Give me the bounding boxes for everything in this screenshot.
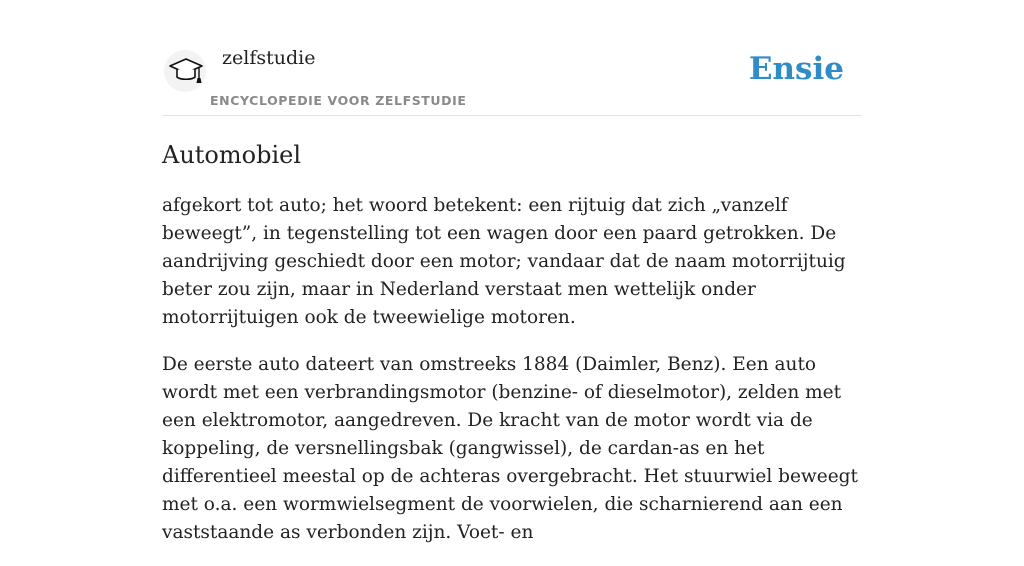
brand-logo-link[interactable]: Ensie — [748, 51, 844, 87]
site-name[interactable]: zelfstudie — [222, 47, 316, 69]
article-body — [162, 192, 862, 566]
article-paragraph: De eerste auto dateert van omstreeks 1884 (Daimler, Benz). Een auto wordt met een verbrandingsmotor (benzine- of dieselmotor), zelden met een elektromotor, aangedreven. De kracht van de motor wordt via de koppeling, de versnellingsbak (gangwissel), de cardan-as en het differentieel meestal op de achteras overgebracht. Het stuurwiel beweegt met o.a. een wormwielsegment de voorwielen, die scharnierend aan een vaststaande as verbonden zijn. Voet- en — [162, 354, 858, 543]
site-tagline: ENCYCLOPEDIE VOOR ZELFSTUDIE — [210, 93, 467, 108]
graduation-cap-icon[interactable] — [164, 50, 206, 92]
article-paragraph: afgekort tot auto; het woord betekent: een rijtuig dat zich „vanzelf beweegt”, in tegenstelling tot een wagen door een paard getrokken. De aandrijving geschiedt door een motor; vandaar dat de naam motorrijtuig beter zou zijn, maar in Nederland verstaat men wettelijk onder motorrijtuigen ook de tweewielige motoren. — [162, 195, 846, 328]
article-title: Automobiel — [162, 141, 302, 169]
site-header — [162, 40, 862, 116]
